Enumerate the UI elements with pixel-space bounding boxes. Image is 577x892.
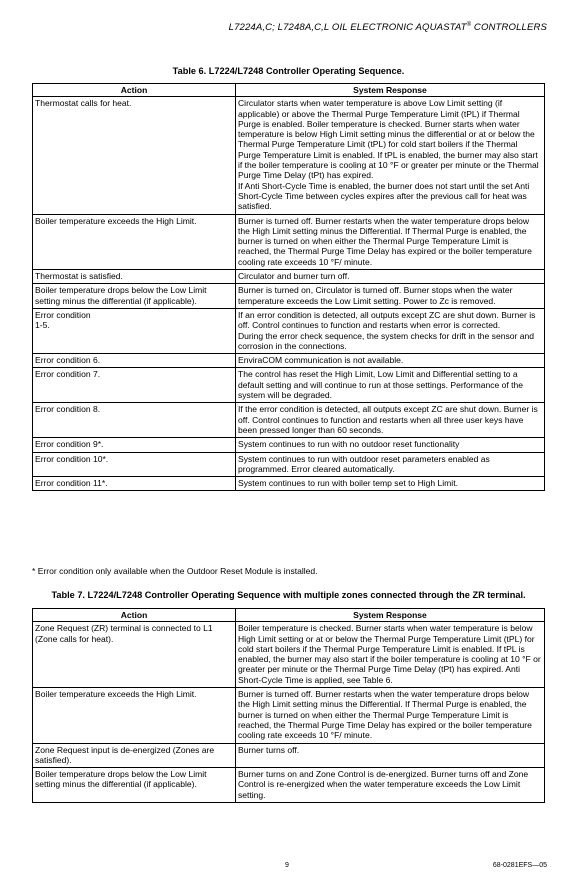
action-cell: Error condition 10*.	[33, 452, 236, 477]
table6-header-row	[33, 84, 545, 97]
action-cell: Error condition 8.	[33, 403, 236, 438]
table-row	[33, 452, 545, 477]
action-cell: Zone Request (ZR) terminal is connected to L1 (Zone calls for heat).	[33, 622, 236, 688]
table6-col-response: System Response	[236, 84, 545, 97]
action-cell: Error condition 7.	[33, 368, 236, 403]
response-cell: EnviraCOM communication is not available.	[236, 354, 545, 368]
action-cell: Thermostat is satisfied.	[33, 270, 236, 284]
table7-header-row	[33, 609, 545, 622]
action-cell: Boiler temperature exceeds the High Limit.	[33, 214, 236, 269]
registered-mark: ®	[466, 22, 472, 28]
table6-footnote: * Error condition only available when the Outdoor Reset Module is installed.	[32, 566, 318, 576]
response-cell: Burner is turned off. Burner restarts when the water temperature drops below the High Limit setting minus the Differential. If Thermal Purge is enabled, the burner is turned on when either the Thermal Purge Temperature Limit is reached, the Thermal Purge Time Delay has expired or the boiler temperature cooling rate exceeds 10 °F/ minute.	[236, 214, 545, 269]
table-row	[33, 438, 545, 452]
response-cell: Burner is turned off. Burner restarts when the water temperature drops below the High Limit setting minus the Differential. If Thermal Purge is enabled, the burner is turned on when either the Thermal Purge Temperature Limit is reached, the Thermal Purge Time Delay has expired or the boiler temperature cooling rate exceeds 10 °F/ minute.	[236, 688, 545, 743]
action-cell: Boiler temperature drops below the Low Limit setting minus the differential (if applicable).	[33, 768, 236, 803]
response-cell: Circulator and burner turn off.	[236, 270, 545, 284]
response-cell: Burner turns off.	[236, 743, 545, 768]
table-row	[33, 284, 545, 309]
running-header	[229, 22, 547, 33]
action-cell: Error condition 1-5.	[33, 308, 236, 353]
table-row	[33, 743, 545, 768]
table7	[32, 608, 545, 803]
table-row	[33, 477, 545, 491]
response-cell: System continues to run with outdoor reset parameters enabled as programmed. Error cleared automatically.	[236, 452, 545, 477]
table-row	[33, 368, 545, 403]
action-cell: Error condition 9*.	[33, 438, 236, 452]
action-cell: Thermostat calls for heat.	[33, 97, 236, 214]
response-cell: System continues to run with no outdoor reset functionality	[236, 438, 545, 452]
action-cell: Boiler temperature exceeds the High Limit.	[33, 688, 236, 743]
response-cell: Burner turns on and Zone Control is de-energized. Burner turns off and Zone Control is re-energized when the water temperature exceeds the Low Limit setting.	[236, 768, 545, 803]
table-row	[33, 97, 545, 214]
table-row	[33, 688, 545, 743]
table-row	[33, 768, 545, 803]
table7-col-response: System Response	[236, 609, 545, 622]
table-row	[33, 214, 545, 269]
action-cell: Error condition 6.	[33, 354, 236, 368]
table-row	[33, 403, 545, 438]
table-row	[33, 622, 545, 688]
response-cell: If an error condition is detected, all outputs except ZC are shut down. Burner is off. Control continues to function and restarts when error is corrected. During the error check sequence, the system checks for drift in the sensor and corrosion in the connections.	[236, 308, 545, 353]
response-cell: Burner is turned on, Circulator is turned off. Burner stops when the water temperature exceeds the Low Limit setting. Power to Zc is removed.	[236, 284, 545, 309]
response-cell: The control has reset the High Limit, Low Limit and Differential setting to a default setting and will continue to run at those settings. Performance of the system will be degraded.	[236, 368, 545, 403]
document-number: 68-0281EFS—05	[492, 862, 547, 869]
table-row	[33, 270, 545, 284]
action-cell: Boiler temperature drops below the Low Limit setting minus the differential (if applicable).	[33, 284, 236, 309]
table7-title: Table 7. L7224/L7248 Controller Operating Sequence with multiple zones connected through the ZR terminal.	[51, 590, 526, 600]
action-cell: Zone Request input is de-energized (Zones are satisfied).	[33, 743, 236, 768]
table6-title: Table 6. L7224/L7248 Controller Operating Sequence.	[172, 66, 405, 76]
response-cell: Circulator starts when water temperature is above Low Limit setting (if applicable) or above the Thermal Purge Temperature Limit (tPL) if Thermal Purge is enabled. Boiler temperature is checked. Burner starts when water temperature is below High Limit setting minus the differential or at or below the Thermal Purge Temperature Limit (tPL) for cold start boilers if the Thermal Purge Temperature Limit is enabled. If tPL is enabled, the burner may also start if the boiler temperature is cooling at 10 °F or greater per minute or the Thermal Purge Time Delay (tPt) has expired. If Anti Short-Cycle Time is enabled, the burner does not start until the set Anti Short-Cycle Time between cycles expires after the previous call for heat was satisfied.	[236, 97, 545, 214]
table-row	[33, 354, 545, 368]
table-row	[33, 308, 545, 353]
table6-col-action: Action	[33, 84, 236, 97]
response-cell: If the error condition is detected, all outputs except ZC are shut down. Burner is off. Control continues to function and restarts when all three user keys have been pressed longer than 60 seconds.	[236, 403, 545, 438]
header-title: L7224A,C; L7248A,C,L OIL ELECTRONIC AQUASTAT	[228, 22, 467, 34]
header-title-suffix: CONTROLLERS	[471, 22, 547, 34]
response-cell: Boiler temperature is checked. Burner starts when water temperature is below High Limit setting or at or below the Thermal Purge Temperature Limit (tPL) for cold start boilers if the Thermal Purge Temperature Limit is enabled. If tPL is enabled, the burner may also start if the boiler temperature is cooling at 10 °F or greater per minute or the Thermal Purge Time Delay (tPt) has expired. Anti Short-Cycle Time is applied, see Table 6.	[236, 622, 545, 688]
response-cell: System continues to run with boiler temp set to High Limit.	[236, 477, 545, 491]
action-cell: Error condition 11*.	[33, 477, 236, 491]
table6	[32, 83, 545, 491]
page-number: 9	[285, 862, 289, 869]
table7-col-action: Action	[33, 609, 236, 622]
